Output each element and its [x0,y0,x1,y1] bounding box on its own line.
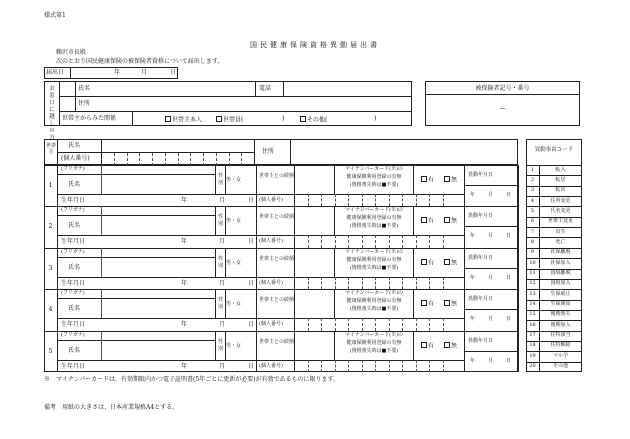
mynumber-line-1: マイナンバーカード(※)の [344,207,404,214]
no-label: 無 [451,342,458,350]
checkbox-yes[interactable] [421,342,427,348]
mynumber-line-3: (資格喪失時は■不要) [349,182,399,188]
head-name-label: 氏名 [68,142,81,149]
reason-code-number: 18 [529,342,536,349]
change-date-label: 異動年月日 [468,296,494,303]
head-name-field[interactable] [103,141,252,151]
checkbox-no[interactable] [444,300,450,306]
member-name-field[interactable] [103,300,213,316]
personal-no-field[interactable] [295,236,463,246]
birth-day[interactable]: 日 [248,197,255,204]
sex-selector[interactable]: 男・女 [226,259,242,266]
reason-code-row [526,175,582,185]
member-number: 4 [48,306,53,314]
yes-label: 有 [428,300,435,308]
head-address-field[interactable] [292,141,516,163]
mynumber-line-2: 健康保険利用登録の有無 [346,256,402,263]
reason-code-row [526,310,582,320]
sex-label: 性別 [217,338,223,352]
member-name-field[interactable] [103,342,213,358]
mynumber-no[interactable] [444,342,457,350]
member-number: 5 [48,347,53,355]
reason-code-label: 国組加入 [550,280,571,287]
reason-code-label: 出生 [555,228,566,235]
furigana-label: (フリガナ) [61,331,85,338]
member-name-label: 氏名 [68,346,81,354]
checkbox-member[interactable] [216,116,222,122]
birth-day[interactable]: 日 [248,279,255,287]
mynumber-no[interactable] [444,176,457,184]
birth-day[interactable]: 日 [248,238,255,246]
sex-label: 性別 [217,214,223,228]
sex-label: 性別 [217,297,223,311]
mynumber-line-3: (資格喪失時は■不要) [349,223,399,230]
relation-label: 世帯主からみた関係 [62,115,117,122]
change-date-label: 異動年月日 [468,213,494,220]
change-year[interactable]: 年 [470,274,476,281]
member-number: 1 [48,182,53,189]
addressee: 鶴沢市長殿 [56,49,87,56]
relation-other-close: ) [374,115,377,122]
personal-no-field[interactable] [295,195,463,205]
yes-label: 有 [428,217,435,225]
reason-code-number: 20 [529,363,536,370]
mynumber-line-1: マイナンバーカード(※)の [344,166,404,172]
mynumber-line-1: マイナンバーカード(※)の [344,290,404,297]
mynumber-line-3: (資格喪失時は■不要) [349,264,399,271]
sex-selector[interactable]: 男・女 [226,301,242,308]
change-month[interactable]: 月 [488,192,494,198]
reason-code-label: 住特解除 [550,342,571,349]
reason-code-number: 3 [530,187,535,194]
household-head-label: 世帯主 [46,143,57,155]
member-block [44,165,518,206]
checkbox-no[interactable] [444,217,450,223]
birth-label: 生年月日 [61,362,86,370]
reason-code-row [526,206,582,216]
applicant-label: お窓口に越しの方 [49,86,55,141]
member-name-label: 氏名 [68,305,81,313]
member-block [44,206,518,247]
reason-code-row [526,258,582,268]
birth-label: 生年月日 [61,321,86,329]
reason-code-row [526,320,582,330]
personal-no-field[interactable] [295,319,463,329]
birth-month[interactable]: 月 [219,238,226,246]
member-block [44,289,518,330]
mynumber-line-2: 健康保険利用登録の有無 [346,339,402,346]
checkbox-yes[interactable] [421,176,427,182]
member-number: 3 [48,264,53,272]
member-name-label: 氏名 [68,263,81,271]
personal-no-label: (個人番号) [259,362,283,369]
furigana-field[interactable] [103,249,213,256]
reason-code-label: 国組離脱 [550,270,571,276]
form-title: 国民健康保険資格異動届出書 [250,41,380,49]
reason-code-label: 生保廃止 [550,290,571,297]
reason-code-row [526,351,582,361]
checkbox-self[interactable] [165,116,171,122]
personal-no-label: (個人番号) [259,321,283,328]
reason-code-row [526,227,582,237]
furigana-field[interactable] [103,166,213,173]
reason-code-header: 異動事由コード [534,147,574,153]
relation-label: 世帯主との続柄 [259,297,295,304]
reason-code-row [526,289,582,299]
reason-code-row [526,237,582,247]
relation-label: 世帯主との続柄 [259,173,295,179]
relation-field[interactable] [296,333,334,358]
checkbox-yes[interactable] [421,217,427,223]
personal-no-field[interactable] [295,278,463,288]
reason-code-row [526,248,582,258]
reason-code-label: 生保開始 [550,301,571,308]
mynumber-note: ※ マイナンバーカードは、有効期限内かつ電子証明書(5年ごとに更新が必要)が有効であるものに限ります。 [44,376,340,383]
checkbox-yes[interactable] [421,259,427,265]
checkbox-no[interactable] [444,259,450,265]
insured-number-value[interactable]: — [499,105,506,112]
birth-year[interactable]: 年 [181,279,188,287]
reason-code-label: 後期加入 [550,321,571,328]
applicant-name-label: 氏名 [78,85,91,92]
change-day[interactable]: 日 [506,274,512,281]
sex-label: 性別 [217,255,223,269]
mynumber-line-2: 健康保険利用登録の有無 [346,215,402,222]
date-label: 届出日 [46,69,65,76]
birth-year[interactable]: 年 [181,197,188,204]
checkbox-no[interactable] [444,176,450,182]
personal-no-label: (個人番号) [259,197,283,203]
phone-field[interactable] [285,83,410,94]
change-date-label: 異動年月日 [468,254,494,261]
reason-code-number: 4 [530,197,535,204]
size-remark: 備考 用紙の大きさは、日本産業規格A4とする。 [44,404,179,411]
furigana-label: (フリガナ) [61,166,85,172]
applicant-name-field[interactable] [96,83,251,94]
reason-code-label: その他 [552,363,568,370]
member-block [44,248,518,289]
reason-code-label: 社保加入 [550,259,571,266]
insured-number-label: 被保険者記号・番号 [475,85,530,92]
sex-label: 性別 [217,173,223,186]
reason-code-number: 14 [529,301,536,308]
member-block [44,331,518,372]
reason-code-number: 8 [530,238,535,245]
reason-code-number: 15 [529,311,536,318]
mynumber-line-1: マイナンバーカード(※)の [344,248,404,255]
checkbox-no[interactable] [444,342,450,348]
mynumber-line-2: 健康保険利用登録の有無 [346,298,402,305]
checkbox-yes[interactable] [421,300,427,306]
mynumber-yes[interactable] [421,300,434,308]
personal-no-label: (個人番号) [259,238,283,245]
birth-month[interactable]: 月 [219,197,226,204]
birth-day[interactable]: 日 [248,321,255,329]
phone-label: 電話 [259,85,272,92]
personal-no-field[interactable] [295,361,463,371]
member-name-label: 氏名 [68,222,81,230]
relation-label: 世帯主との続柄 [259,255,295,262]
yes-label: 有 [428,259,435,267]
member-number: 2 [48,223,53,231]
reason-code-number: 10 [529,259,536,266]
relation-member[interactable]: 世帯員( [216,116,243,124]
birth-label: 生年月日 [61,279,86,287]
reason-code-number: 5 [530,207,535,214]
mynumber-no[interactable] [444,259,457,267]
reason-code-label: 後期喪失 [550,311,571,318]
change-year[interactable]: 年 [470,233,476,240]
furigana-label: (フリガナ) [61,248,85,255]
furigana-field[interactable] [103,207,213,214]
member-name-field[interactable] [103,176,213,192]
reason-code-label: 住特該当 [550,332,571,339]
date-year[interactable]: 年 [114,69,121,76]
furigana-label: (フリガナ) [61,207,85,214]
relation-label: 世帯主との続柄 [259,214,295,221]
reason-code-row [526,217,582,227]
reason-code-label: 住所変更 [550,197,571,204]
furigana-field[interactable] [103,290,213,297]
head-personal-no-label: (個人番号) [61,155,90,162]
birth-day[interactable]: 日 [248,362,255,370]
relation-field[interactable] [296,208,334,233]
reason-code-number: 19 [529,352,536,359]
mynumber-yes[interactable] [421,342,434,350]
birth-label: 生年月日 [61,197,86,204]
reason-code-label: 死亡 [555,238,566,245]
change-day[interactable]: 日 [506,192,512,198]
personal-no-label: (個人番号) [259,279,283,286]
applicant-address-label: 住所 [78,100,91,107]
change-year[interactable]: 年 [470,316,476,323]
change-day[interactable]: 日 [506,316,512,323]
yes-label: 有 [428,342,435,350]
head-address-label: 住所 [262,148,275,155]
mynumber-yes[interactable] [421,217,434,225]
relation-self[interactable]: 世帯主本人 [165,116,202,124]
reason-code-number: 1 [530,166,535,173]
applicant-address-field[interactable] [96,98,408,109]
birth-label: 生年月日 [61,238,86,246]
sex-selector[interactable]: 男・女 [226,342,242,349]
birth-month[interactable]: 月 [219,362,226,370]
birth-year[interactable]: 年 [181,238,188,246]
reason-code-label: 社保離脱 [550,249,571,256]
no-label: 無 [451,176,458,184]
reason-code-row [526,196,582,206]
reason-code-label: 世帯主変更 [547,218,573,225]
sex-selector[interactable]: 男・女 [226,218,242,225]
birth-year[interactable]: 年 [181,362,188,370]
reason-code-number: 2 [530,176,535,183]
change-year[interactable]: 年 [470,192,476,198]
change-month[interactable]: 月 [488,233,494,240]
form-number: 様式第1 [44,12,66,19]
reason-code-number: 9 [530,249,535,256]
member-name-field[interactable] [103,217,213,233]
birth-month[interactable]: 月 [219,279,226,287]
reason-code-label: 転居 [555,176,566,183]
birth-month[interactable]: 月 [219,321,226,329]
member-name-field[interactable] [103,259,213,275]
relation-field[interactable] [296,250,334,275]
change-date-label: 異動年月日 [468,337,494,344]
change-month[interactable]: 月 [488,316,494,323]
reason-code-row [526,331,582,341]
furigana-label: (フリガナ) [61,290,85,297]
change-day[interactable]: 日 [506,233,512,240]
mynumber-yes[interactable] [421,176,434,184]
furigana-field[interactable] [103,332,213,339]
reason-code-row [526,362,582,372]
no-label: 無 [451,217,458,225]
reason-code-number: 13 [529,290,536,297]
relation-field[interactable] [296,291,334,316]
relation-member-close: ) [282,115,285,122]
mynumber-yes[interactable] [421,259,434,267]
reason-code-number: 7 [530,228,535,235]
relation-other[interactable]: その他( [300,116,327,124]
reason-code-number: 11 [529,270,536,276]
head-personal-no-field[interactable] [101,152,254,166]
date-day[interactable]: 日 [170,69,177,76]
no-label: 無 [451,259,458,267]
birth-year[interactable]: 年 [181,321,188,329]
reason-code-label: 転出 [555,187,566,194]
reason-code-row [526,279,582,289]
mynumber-line-3: (資格喪失時は■不要) [349,306,399,313]
intro-text: 次のとおり国民健康保険の被保険者資格について届出します。 [56,58,224,65]
date-box [44,67,178,79]
yes-label: 有 [428,176,435,184]
member-name-label: 氏名 [68,181,81,188]
checkbox-other[interactable] [300,116,306,122]
reason-code-row [526,165,582,175]
change-month[interactable]: 月 [488,357,494,364]
reason-code-number: 12 [529,280,536,287]
mynumber-no[interactable] [444,300,457,308]
mynumber-line-1: マイナンバーカード(※)の [344,331,404,338]
reason-code-row [526,300,582,310]
mynumber-line-2: 健康保険利用登録の有無 [346,174,402,180]
change-year[interactable]: 年 [470,357,476,364]
reason-code-label: 転入 [555,166,566,173]
mynumber-no[interactable] [444,217,457,225]
reason-code-label: マル学 [552,352,568,359]
reason-code-row [526,341,582,351]
reason-code-number: 16 [529,321,536,328]
change-month[interactable]: 月 [488,274,494,281]
relation-field[interactable] [296,167,334,192]
reason-code-label: 氏名変更 [550,207,571,214]
relation-label: 世帯主との続柄 [259,338,295,345]
reason-code-number: 17 [529,332,536,339]
reason-code-row [526,186,582,196]
change-date-label: 異動年月日 [468,172,494,178]
reason-code-row [526,269,582,279]
no-label: 無 [451,300,458,308]
sex-selector[interactable]: 男・女 [226,177,242,183]
reason-code-number: 6 [530,218,535,225]
date-month[interactable]: 月 [141,69,148,76]
mynumber-line-3: (資格喪失時は■不要) [349,347,399,354]
change-day[interactable]: 日 [506,357,512,364]
